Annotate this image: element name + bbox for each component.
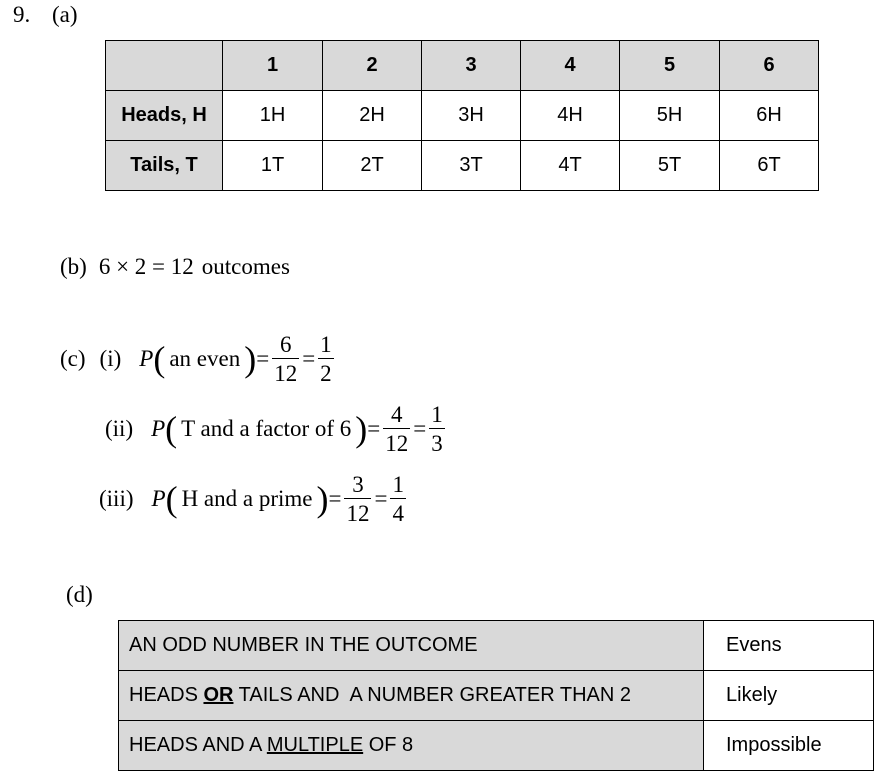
event-text: TAILS AND A NUMBER GREATER THAN 2: [233, 684, 631, 706]
fraction: [344, 473, 371, 525]
fraction: [390, 473, 406, 525]
header-cell: 4: [521, 41, 620, 91]
table-cell: 4H: [521, 91, 620, 141]
event-text: OF 8: [363, 734, 414, 756]
table-cell: 1H: [223, 91, 323, 141]
close-paren: ): [244, 339, 257, 379]
likelihood-cell: Likely: [704, 671, 874, 721]
part-c-iii: [99, 473, 409, 525]
part-c-i: [60, 333, 337, 385]
item-label: (iii): [99, 486, 134, 511]
table-cell: 1T: [223, 141, 323, 191]
event-text: HEADS AND A: [129, 734, 267, 756]
denominator: 12: [383, 428, 410, 455]
part-b: [60, 254, 290, 280]
part-a-label: (a): [52, 2, 78, 27]
numerator: 1: [392, 472, 404, 497]
table-row: [119, 721, 874, 771]
equals-sign: =: [256, 346, 270, 371]
equals-sign: =: [302, 346, 316, 371]
table-cell: 6T: [720, 141, 819, 191]
row-label-heads: Heads, H: [106, 91, 223, 141]
event-text: T and a factor of 6: [181, 416, 352, 441]
numerator: 3: [352, 472, 364, 497]
equals-sign: =: [367, 416, 381, 441]
open-paren: (: [165, 409, 178, 449]
part-c-label: (c): [60, 346, 86, 371]
probability-symbol: P: [151, 486, 166, 511]
part-b-expression: 6 × 2 = 12: [98, 254, 194, 279]
equals-sign: =: [413, 416, 427, 441]
question-number: 9.: [13, 2, 31, 27]
header-cell: 1: [223, 41, 323, 91]
numerator: 4: [391, 402, 403, 427]
table-row: [119, 621, 874, 671]
table-row: [119, 671, 874, 721]
table-row: [106, 91, 819, 141]
item-label: (i): [99, 346, 122, 371]
denominator: 3: [429, 428, 445, 455]
table-row: [106, 141, 819, 191]
event-text: HEADS: [129, 684, 204, 706]
numerator: 1: [320, 332, 332, 357]
close-paren: ): [355, 409, 368, 449]
header-cell: 5: [620, 41, 720, 91]
event-text: AN ODD NUMBER IN THE OUTCOME: [129, 634, 478, 656]
event-text: H and a prime: [181, 486, 313, 511]
fraction: [318, 333, 334, 385]
likelihood-cell: Impossible: [704, 721, 874, 771]
header-cell: 2: [323, 41, 422, 91]
fraction: [429, 403, 445, 455]
close-paren: ): [316, 479, 329, 519]
fraction: [272, 333, 299, 385]
likelihood-table: [118, 620, 874, 771]
table-cell: 4T: [521, 141, 620, 191]
part-d-label: (d): [66, 582, 93, 607]
numerator: 1: [431, 402, 443, 427]
table-cell: 2H: [323, 91, 422, 141]
likelihood-cell: Evens: [704, 621, 874, 671]
table-cell: 6H: [720, 91, 819, 141]
event-cell: [119, 621, 704, 671]
emphasis-multiple: MULTIPLE: [266, 734, 364, 756]
table-cell: 2T: [323, 141, 422, 191]
item-label: (ii): [105, 416, 134, 441]
table-header-row: [106, 41, 819, 91]
emphasis-or: OR: [203, 684, 234, 706]
header-cell: 3: [422, 41, 521, 91]
part-c-ii: [105, 403, 448, 455]
table-cell: 3H: [422, 91, 521, 141]
part-b-label: (b): [60, 254, 87, 279]
event-cell: [119, 721, 704, 771]
table-cell: 5H: [620, 91, 720, 141]
event-cell: [119, 671, 704, 721]
denominator: 12: [272, 358, 299, 385]
denominator: 2: [318, 358, 334, 385]
table-cell: 5T: [620, 141, 720, 191]
event-text: an even: [169, 346, 241, 371]
outcomes-table: [105, 40, 819, 191]
probability-symbol: P: [139, 346, 154, 371]
table-cell: 3T: [422, 141, 521, 191]
denominator: 4: [390, 498, 406, 525]
equals-sign: =: [328, 486, 342, 511]
part-b-word: outcomes: [201, 254, 290, 279]
row-label-tails: Tails, T: [106, 141, 223, 191]
equals-sign: =: [374, 486, 388, 511]
probability-symbol: P: [151, 416, 166, 441]
denominator: 12: [344, 498, 371, 525]
numerator: 6: [279, 332, 292, 357]
open-paren: (: [153, 339, 166, 379]
header-cell: 6: [720, 41, 819, 91]
open-paren: (: [165, 479, 178, 519]
header-corner-cell: [106, 41, 223, 91]
fraction: [383, 403, 410, 455]
